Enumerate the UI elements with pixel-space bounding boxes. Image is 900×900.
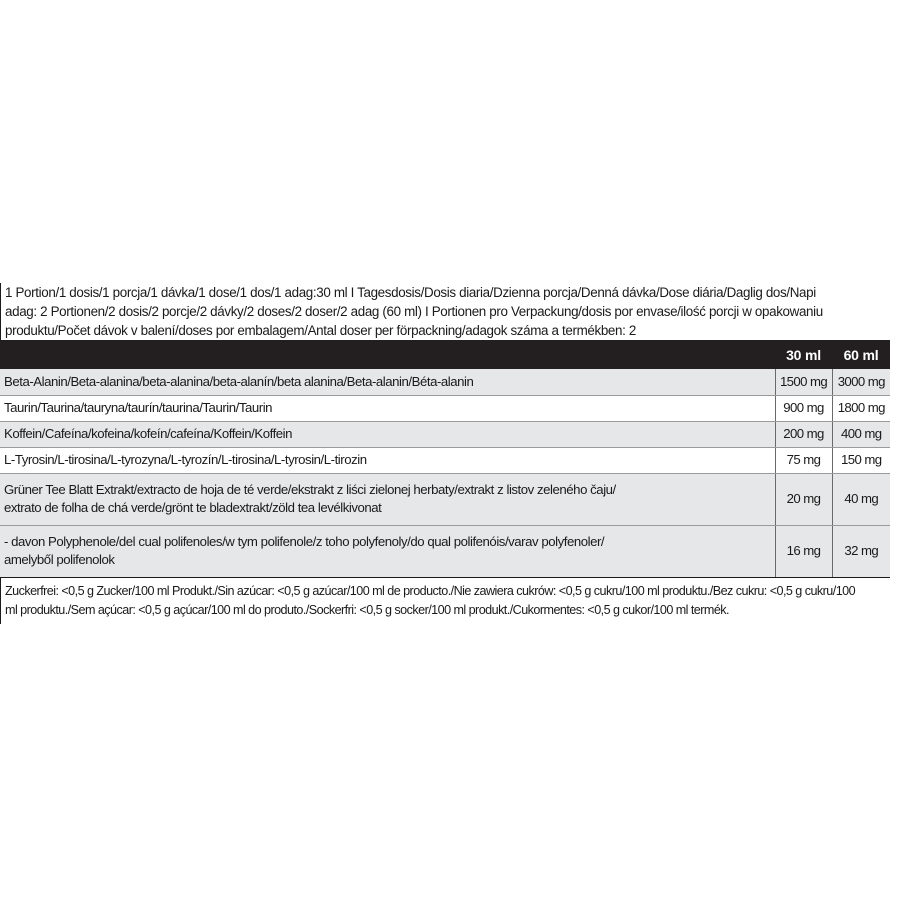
sugar-free-note-line: ml produktu./Sem açúcar: <0,5 g açúcar/100 ml do produto./Sockerfri: <0,5 g socker/100 ml produkt./Cukormentes: <0,5 g cukor/100 ml termék. <box>5 602 729 617</box>
serving-info-line: 1 Portion/1 dosis/1 porcja/1 dávka/1 dose/1 dos/1 adag:30 ml I Tagesdosis/Dosis diaria/Dzienna porcja/Denná dávka/Dose diária/Daglig dos/Napi <box>5 285 816 300</box>
table-row <box>0 473 890 525</box>
ingredient-name-line: - davon Polyphenole/del cual polifenoles/w tym polifenole/z toho polyfenoly/do qual polifenóis/varav polyfenoler/ <box>4 534 605 549</box>
column-header-60ml: 60 ml <box>843 346 879 363</box>
table-row <box>0 395 890 421</box>
serving-info <box>0 283 898 340</box>
table-row <box>0 447 890 473</box>
value-30ml: 200 mg <box>775 421 832 447</box>
table-row <box>0 369 890 395</box>
value-30ml: 16 mg <box>775 525 832 577</box>
ingredient-name <box>0 421 775 447</box>
value-60ml: 150 mg <box>832 447 890 473</box>
ingredient-name <box>0 473 775 525</box>
value-30ml: 20 mg <box>775 473 832 525</box>
ingredient-name <box>0 369 775 395</box>
ingredient-name <box>0 447 775 473</box>
value-60ml: 32 mg <box>832 525 890 577</box>
ingredient-name-line: L-Tyrosin/L-tirosina/L-tyrozyna/L-tyrozín/L-tirosina/L-tyrosin/L-tirozin <box>4 452 367 467</box>
column-header-30ml: 30 ml <box>786 346 821 363</box>
sugar-free-note-line: Zuckerfrei: <0,5 g Zucker/100 ml Produkt./Sin azúcar: <0,5 g azúcar/100 ml de producto./Nie zawiera cukrów: <0,5 g cukru/100 ml produktu./Bez cukru: <0,5 g cukru/100 <box>5 583 856 598</box>
ingredient-name-line: Grüner Tee Blatt Extrakt/extracto de hoja de té verde/ekstrakt z liści zielonej herbaty/extrakt z listov zeleného čaju/ <box>4 482 616 497</box>
value-60ml: 1800 mg <box>832 395 890 421</box>
value-30ml: 75 mg <box>775 447 832 473</box>
nutrition-label <box>0 283 898 624</box>
table-row <box>0 525 890 577</box>
sugar-free-note <box>0 578 898 624</box>
table-row <box>0 421 890 447</box>
nutrition-table <box>0 340 890 578</box>
ingredient-name <box>0 395 775 421</box>
ingredient-name-line: Koffein/Cafeína/kofeina/kofeín/cafeína/Koffein/Koffein <box>4 426 293 441</box>
ingredient-name-line: extrato de folha de chá verde/grönt te bladextrakt/zöld tea levélkivonat <box>4 500 382 515</box>
table-header-row <box>0 340 890 369</box>
ingredient-name <box>0 525 775 577</box>
value-60ml: 40 mg <box>832 473 890 525</box>
column-header-ingredient <box>0 340 775 369</box>
ingredient-name-line: Beta-Alanin/Beta-alanina/beta-alanina/beta-alanín/beta alanina/Beta-alanin/Béta-alanin <box>4 373 474 389</box>
value-60ml: 3000 mg <box>832 369 890 395</box>
value-30ml: 1500 mg <box>775 369 832 395</box>
ingredient-name-line: amelyből polifenolok <box>4 552 115 567</box>
ingredient-name-line: Taurin/Taurina/tauryna/taurín/taurina/Taurin/Taurin <box>4 400 273 415</box>
value-60ml: 400 mg <box>832 421 890 447</box>
serving-info-line: produktu/Počet dávok v balení/doses por embalagem/Antal doser per förpackning/adagok száma a termékben: 2 <box>5 323 636 338</box>
serving-info-line: adag: 2 Portionen/2 dosis/2 porcje/2 dávky/2 doses/2 doser/2 adag (60 ml) I Portionen pro Verpackung/dosis por envase/ilość porcji w opakowaniu <box>5 304 823 319</box>
value-30ml: 900 mg <box>775 395 832 421</box>
